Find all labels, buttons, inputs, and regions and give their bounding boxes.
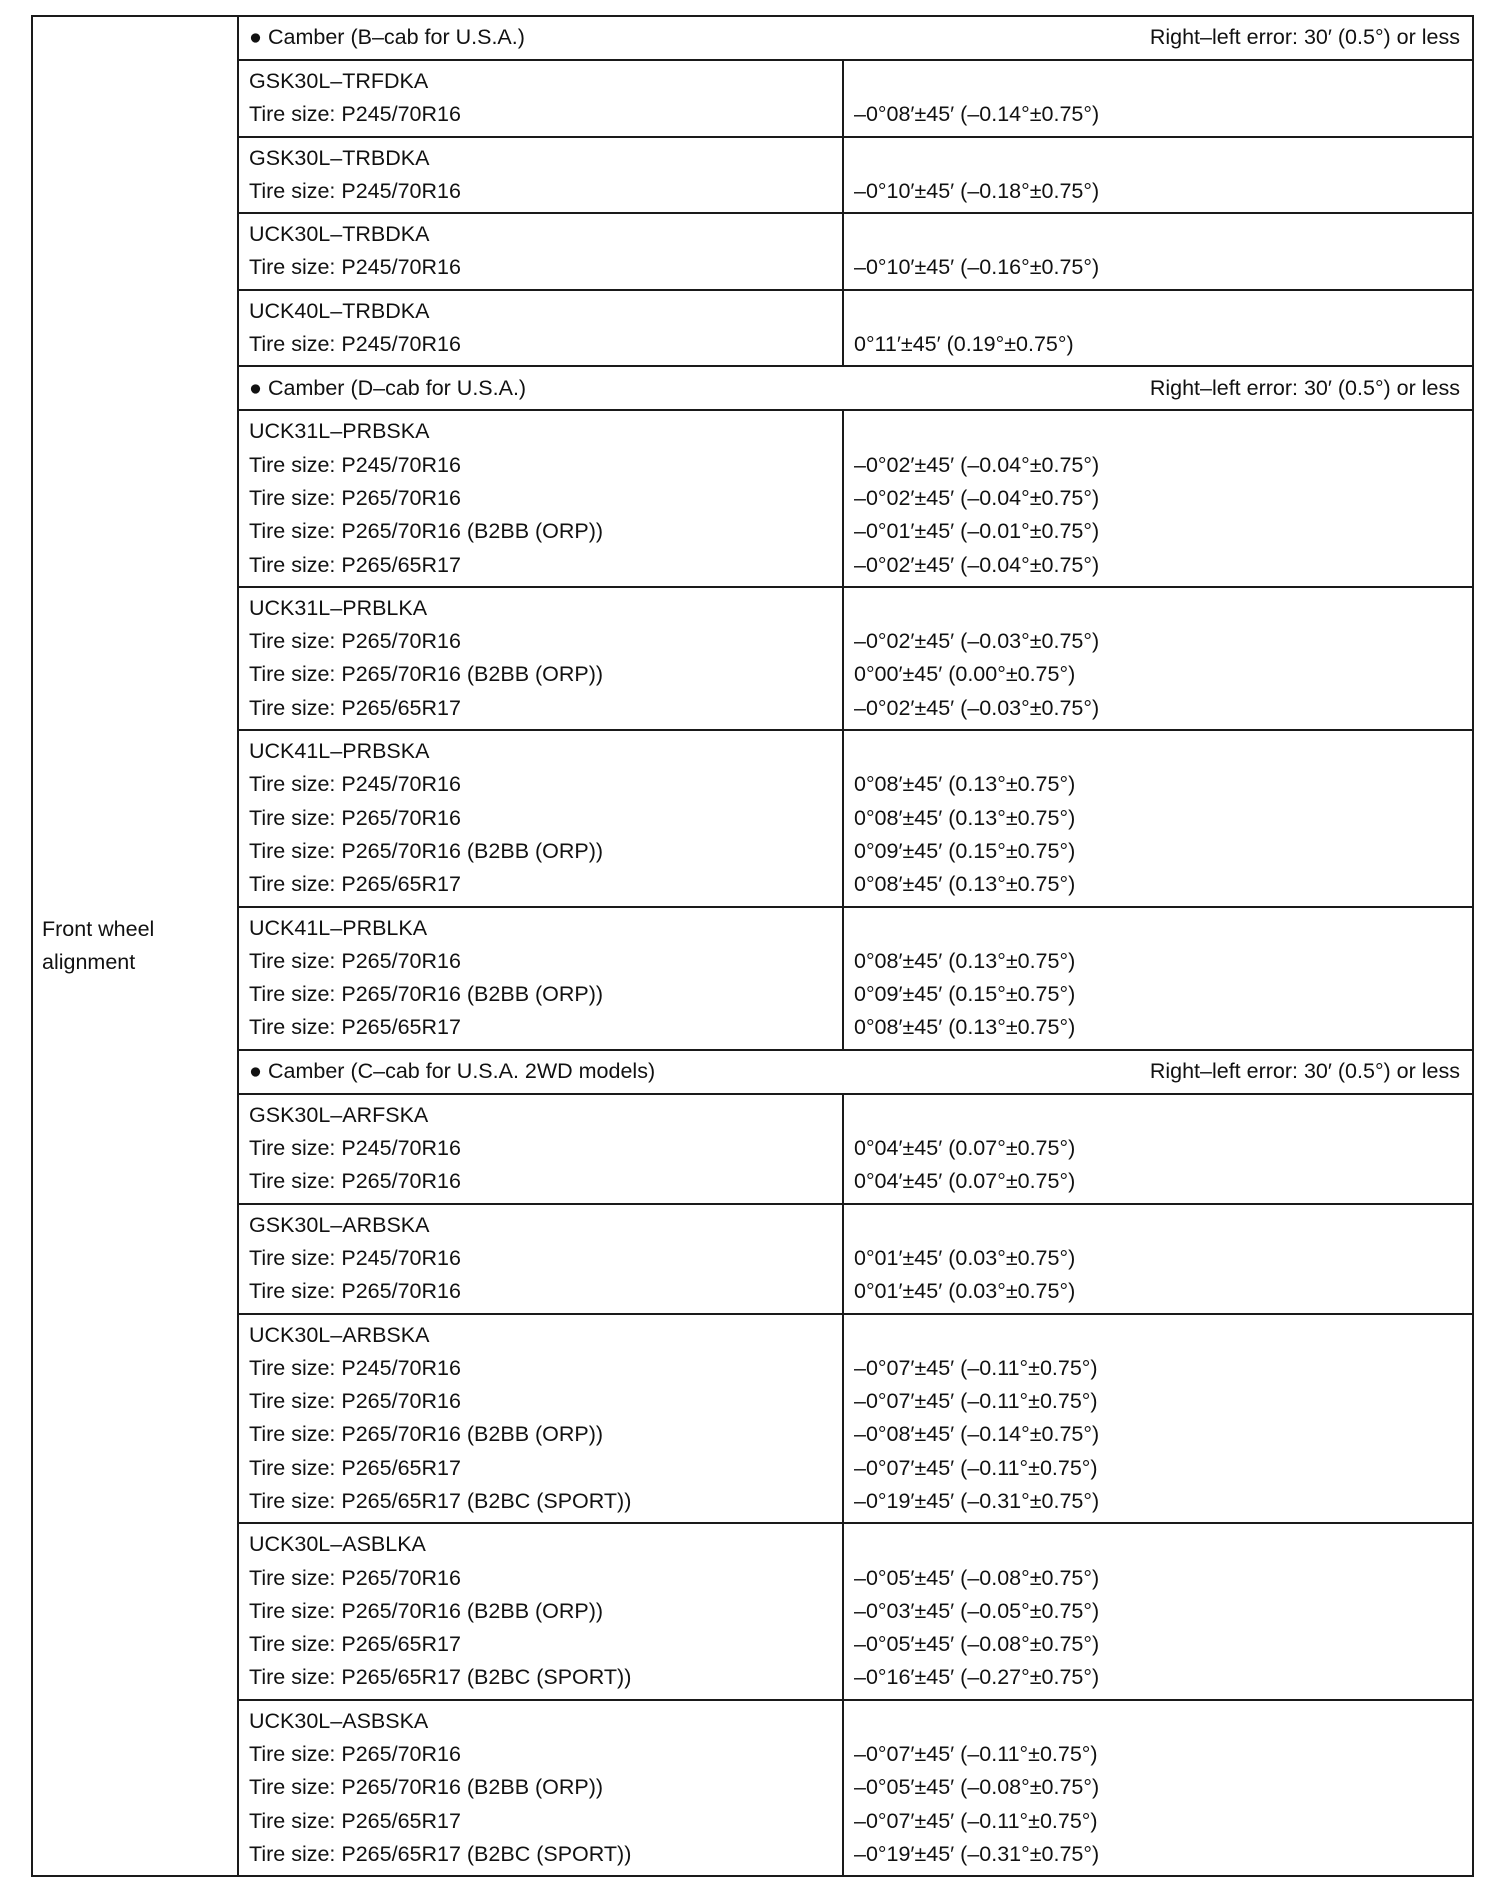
camber-value: –0°02′±45′ (–0.03°±0.75°) [854, 695, 1100, 720]
model-name: UCK31L–PRBLKA [249, 595, 428, 620]
tire-size: Tire size: P245/70R16 [249, 1355, 461, 1380]
section-title [249, 1055, 655, 1088]
model-cell [238, 907, 843, 1050]
value-cell [843, 587, 1473, 730]
camber-value: 0°09′±45′ (0.15°±0.75°) [854, 838, 1076, 863]
row-label-cell [32, 16, 238, 1876]
camber-value: –0°10′±45′ (–0.18°±0.75°) [854, 178, 1100, 203]
model-name: GSK30L–TRFDKA [249, 69, 429, 93]
camber-value: 0°08′±45′ (0.13°±0.75°) [854, 872, 1076, 897]
model-name: GSK30L–ARBSKA [249, 1212, 430, 1237]
model-row [32, 1314, 1473, 1524]
value-cell [843, 410, 1473, 586]
value-cell [843, 1094, 1473, 1204]
section-note: Right–left error: 30′ (0.5°) or less [1149, 1059, 1460, 1084]
section-note: Right–left error: 30′ (0.5°) or less [1149, 375, 1460, 400]
camber-value: –0°05′±45′ (–0.08°±0.75°) [854, 1565, 1100, 1590]
camber-value: –0°07′±45′ (–0.11°±0.75°) [854, 1742, 1098, 1767]
tire-size: Tire size: P265/70R16 [249, 485, 461, 510]
model-cell [238, 1094, 843, 1204]
tire-size: Tire size: P265/65R17 [249, 552, 461, 577]
section-header [32, 366, 1473, 410]
section-header-cell [238, 16, 1473, 60]
value-cell [843, 290, 1473, 367]
model-row [32, 410, 1473, 586]
camber-value: –0°08′±45′ (–0.14°±0.75°) [854, 1422, 1100, 1447]
tire-size: Tire size: P245/70R16 [249, 178, 461, 203]
bullet-icon: ● [249, 375, 262, 400]
model-name: UCK31L–PRBSKA [249, 419, 430, 444]
tire-size: Tire size: P245/70R16 [249, 1136, 461, 1161]
model-row [32, 137, 1473, 214]
model-row [32, 1523, 1473, 1699]
model-name: UCK41L–PRBSKA [249, 739, 430, 764]
tire-size: Tire size: P245/70R16 [249, 772, 461, 797]
tire-size: Tire size: P245/70R16 [249, 255, 461, 280]
tire-size: Tire size: P265/65R17 [249, 1808, 461, 1833]
tire-size: Tire size: P265/70R16 (B2BB (ORP)) [249, 1775, 604, 1800]
model-cell [238, 410, 843, 586]
tire-size: Tire size: P265/70R16 (B2BB (ORP)) [249, 662, 604, 687]
section-title [249, 21, 525, 54]
tire-size: Tire size: P265/70R16 [249, 1742, 461, 1767]
camber-value: –0°19′±45′ (–0.31°±0.75°) [854, 1841, 1100, 1866]
camber-value: 0°09′±45′ (0.15°±0.75°) [854, 982, 1076, 1007]
camber-value: –0°02′±45′ (–0.04°±0.75°) [854, 452, 1100, 477]
model-name: UCK30L–ASBLKA [249, 1532, 426, 1557]
camber-value: –0°07′±45′ (–0.11°±0.75°) [854, 1355, 1098, 1380]
model-cell [238, 1523, 843, 1699]
camber-value: –0°07′±45′ (–0.11°±0.75°) [854, 1389, 1098, 1414]
tire-size: Tire size: P265/65R17 (B2BC (SPORT)) [249, 1841, 632, 1866]
value-cell [843, 1700, 1473, 1876]
model-cell [238, 1700, 843, 1876]
model-row [32, 1204, 1473, 1314]
section-header-cell [238, 1050, 1473, 1094]
value-cell [843, 60, 1473, 137]
tire-size: Tire size: P265/70R16 [249, 948, 461, 973]
section-title-text: Camber (D–cab for U.S.A.) [268, 375, 527, 400]
model-name: UCK30L–TRBDKA [249, 222, 430, 247]
value-cell [843, 213, 1473, 290]
model-cell [238, 290, 843, 367]
camber-value: –0°19′±45′ (–0.31°±0.75°) [854, 1488, 1100, 1513]
tire-size: Tire size: P265/70R16 (B2BB (ORP)) [249, 519, 604, 544]
model-cell [238, 137, 843, 214]
camber-value: 0°08′±45′ (0.13°±0.75°) [854, 772, 1076, 797]
section-title-text: Camber (C–cab for U.S.A. 2WD models) [268, 1059, 656, 1084]
value-cell [843, 730, 1473, 906]
model-row [32, 213, 1473, 290]
model-cell [238, 60, 843, 137]
model-row [32, 907, 1473, 1050]
section-title [249, 372, 526, 405]
camber-value: –0°03′±45′ (–0.05°±0.75°) [854, 1598, 1100, 1623]
tire-size: Tire size: P265/70R16 (B2BB (ORP)) [249, 1422, 604, 1447]
value-cell [843, 1204, 1473, 1314]
model-name: UCK30L–ARBSKA [249, 1322, 430, 1347]
camber-value: 0°08′±45′ (0.13°±0.75°) [854, 1015, 1076, 1040]
camber-value: 0°11′±45′ (0.19°±0.75°) [854, 332, 1074, 357]
front-wheel-alignment-table [31, 15, 1474, 1877]
camber-value: –0°07′±45′ (–0.11°±0.75°) [854, 1808, 1098, 1833]
section-title-text: Camber (B–cab for U.S.A.) [268, 25, 525, 50]
tire-size: Tire size: P265/65R17 [249, 872, 461, 897]
tire-size: Tire size: P265/70R16 (B2BB (ORP)) [249, 982, 604, 1007]
tire-size: Tire size: P265/70R16 [249, 1169, 461, 1194]
model-cell [238, 1204, 843, 1314]
camber-value: 0°01′±45′ (0.03°±0.75°) [854, 1279, 1076, 1304]
model-cell [238, 1314, 843, 1524]
camber-value: –0°10′±45′ (–0.16°±0.75°) [854, 255, 1100, 280]
camber-value: –0°02′±45′ (–0.04°±0.75°) [854, 485, 1100, 510]
tire-size: Tire size: P265/70R16 [249, 629, 461, 654]
camber-value: –0°08′±45′ (–0.14°±0.75°) [854, 102, 1100, 127]
model-row [32, 290, 1473, 367]
model-cell [238, 213, 843, 290]
camber-value: 0°08′±45′ (0.13°±0.75°) [854, 805, 1076, 830]
section-note: Right–left error: 30′ (0.5°) or less [1149, 25, 1460, 50]
section-header-cell [238, 366, 1473, 410]
tire-size: Tire size: P265/65R17 [249, 1632, 461, 1657]
tire-size: Tire size: P265/65R17 (B2BC (SPORT)) [249, 1665, 632, 1690]
model-name: GSK30L–TRBDKA [249, 145, 430, 170]
model-cell [238, 730, 843, 906]
value-cell [843, 907, 1473, 1050]
camber-value: –0°05′±45′ (–0.08°±0.75°) [854, 1632, 1100, 1657]
model-name: GSK30L–ARFSKA [249, 1102, 429, 1127]
row-label-line: Front wheel [42, 916, 155, 941]
model-cell [238, 587, 843, 730]
tire-size: Tire size: P265/65R17 [249, 1455, 461, 1480]
model-name: UCK41L–PRBLKA [249, 915, 428, 940]
model-row [32, 60, 1473, 137]
camber-value: –0°05′±45′ (–0.08°±0.75°) [854, 1775, 1100, 1800]
camber-value: 0°01′±45′ (0.03°±0.75°) [854, 1245, 1076, 1270]
tire-size: Tire size: P265/70R16 [249, 805, 461, 830]
bullet-icon: ● [249, 25, 262, 50]
tire-size: Tire size: P265/65R17 (B2BC (SPORT)) [249, 1488, 632, 1513]
model-row [32, 587, 1473, 730]
camber-value: 0°04′±45′ (0.07°±0.75°) [854, 1169, 1076, 1194]
model-row [32, 1094, 1473, 1204]
table-body [32, 16, 1473, 1876]
tire-size: Tire size: P265/70R16 (B2BB (ORP)) [249, 838, 604, 863]
camber-value: –0°01′±45′ (–0.01°±0.75°) [854, 519, 1100, 544]
camber-value: –0°16′±45′ (–0.27°±0.75°) [854, 1665, 1100, 1690]
tire-size: Tire size: P265/70R16 (B2BB (ORP)) [249, 1598, 604, 1623]
tire-size: Tire size: P245/70R16 [249, 452, 461, 477]
tire-size: Tire size: P245/70R16 [249, 1245, 461, 1270]
camber-value: 0°00′±45′ (0.00°±0.75°) [854, 662, 1076, 687]
camber-value: –0°02′±45′ (–0.03°±0.75°) [854, 629, 1100, 654]
section-header [32, 16, 1473, 60]
tire-size: Tire size: P265/65R17 [249, 695, 461, 720]
value-cell [843, 1314, 1473, 1524]
tire-size: Tire size: P245/70R16 [249, 332, 461, 357]
camber-value: 0°04′±45′ (0.07°±0.75°) [854, 1136, 1076, 1161]
model-name: UCK40L–TRBDKA [249, 298, 430, 323]
section-header [32, 1050, 1473, 1094]
value-cell [843, 1523, 1473, 1699]
tire-size: Tire size: P265/65R17 [249, 1015, 461, 1040]
tire-size: Tire size: P265/70R16 [249, 1389, 461, 1414]
tire-size: Tire size: P265/70R16 [249, 1279, 461, 1304]
model-row [32, 1700, 1473, 1876]
tire-size: Tire size: P245/70R16 [249, 102, 461, 127]
camber-value: –0°07′±45′ (–0.11°±0.75°) [854, 1455, 1098, 1480]
model-name: UCK30L–ASBSKA [249, 1708, 429, 1733]
model-row [32, 730, 1473, 906]
bullet-icon: ● [249, 1059, 262, 1084]
value-cell [843, 137, 1473, 214]
row-label-line: alignment [42, 950, 136, 975]
camber-value: –0°02′±45′ (–0.04°±0.75°) [854, 552, 1100, 577]
tire-size: Tire size: P265/70R16 [249, 1565, 461, 1590]
camber-value: 0°08′±45′ (0.13°±0.75°) [854, 948, 1076, 973]
